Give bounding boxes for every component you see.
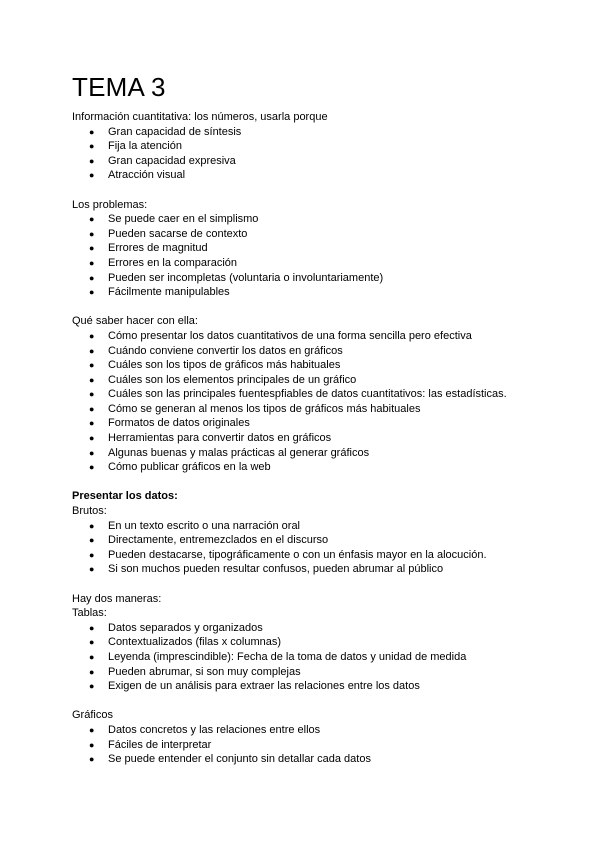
list-item: ● Pueden abrumar, si son muy complejas	[89, 665, 301, 678]
know-list	[72, 329, 552, 475]
list-item: ● Pueden destacarse, tipográficamente o con un énfasis mayor en la alocución.	[89, 548, 487, 561]
list-item: ● Datos separados y organizados	[89, 621, 263, 634]
bullet-icon: ●	[89, 637, 95, 648]
document-page	[72, 72, 552, 767]
bullet-icon: ●	[89, 214, 95, 225]
present-list	[72, 519, 552, 577]
bullet-icon: ●	[89, 345, 95, 356]
bullet-icon: ●	[89, 403, 95, 414]
list-item: ● Contextualizados (filas x columnas)	[89, 636, 282, 649]
bullet-icon: ●	[89, 447, 95, 458]
list-item: ● Cuándo conviene convertir los datos en gráficos	[89, 344, 343, 357]
bullet-icon: ●	[89, 681, 95, 692]
list-item: ● Fáciles de interpretar	[89, 738, 212, 751]
list-item: ● Cuáles son los elementos principales de un gráfico	[89, 373, 357, 386]
bullet-icon: ●	[89, 739, 95, 750]
bullet-icon: ●	[89, 564, 95, 575]
intro-heading: Información cuantitativa: los números, usarla porque	[72, 111, 328, 123]
bullet-icon: ●	[89, 155, 95, 166]
bullet-icon: ●	[89, 272, 95, 283]
bullet-icon: ●	[89, 433, 95, 444]
list-item: ● Gran capacidad expresiva	[89, 154, 236, 167]
list-item: ● Fija la atención	[89, 140, 182, 153]
list-item: ● Fácilmente manipulables	[89, 286, 230, 299]
problems-list	[72, 212, 552, 300]
bullet-icon: ●	[89, 126, 95, 137]
list-item: ● Cómo presentar los datos cuantitativos de una forma sencilla pero efectiva	[89, 329, 472, 342]
problems-heading: Los problemas:	[72, 198, 148, 211]
page-title: TEMA 3	[72, 72, 166, 102]
bullet-icon: ●	[89, 330, 95, 341]
bullet-icon: ●	[89, 666, 95, 677]
bullet-icon: ●	[89, 724, 95, 735]
list-item: ● Herramientas para convertir datos en gráficos	[89, 432, 332, 445]
bullet-icon: ●	[89, 754, 95, 765]
ways-subheading: Tablas:	[72, 607, 107, 620]
bullet-icon: ●	[89, 360, 95, 371]
list-item: ● Directamente, entremezclados en el discurso	[89, 534, 329, 547]
list-item: ● Pueden ser incompletas (voluntaria o involuntariamente)	[89, 271, 384, 284]
bullet-icon: ●	[89, 651, 95, 662]
list-item: ● Errores de magnitud	[89, 242, 208, 255]
list-item: ● Cuáles son los tipos de gráficos más habituales	[89, 359, 341, 372]
ways-heading: Hay dos maneras:	[72, 592, 162, 605]
graphics-heading: Gráficos	[72, 709, 113, 722]
list-item: ● Si son muchos pueden resultar confusos, pueden abrumar al público	[89, 563, 444, 576]
ways-list	[72, 621, 552, 694]
list-item: ● Cuáles son las principales fuentespfiables de datos cuantitativos: las estadísticas.	[89, 388, 507, 401]
list-item: ● Pueden sacarse de contexto	[89, 227, 248, 240]
list-item: ● Exigen de un análisis para extraer las relaciones entre los datos	[89, 680, 420, 693]
bullet-icon: ●	[89, 462, 95, 473]
list-item: ● Atracción visual	[89, 169, 186, 182]
bullet-icon: ●	[89, 520, 95, 531]
list-item: ● Gran capacidad de síntesis	[89, 125, 242, 138]
bullet-icon: ●	[89, 141, 95, 152]
bullet-icon: ●	[89, 389, 95, 400]
list-item: ● Leyenda (imprescindible): Fecha de la toma de datos y unidad de medida	[89, 650, 467, 663]
list-item: ● Datos concretos y las relaciones entre ellos	[89, 723, 321, 736]
bullet-icon: ●	[89, 374, 95, 385]
list-item: ● En un texto escrito o una narración oral	[89, 519, 301, 532]
list-item: ● Se puede caer en el simplismo	[89, 213, 259, 226]
list-item: ● Se puede entender el conjunto sin detallar cada datos	[89, 753, 371, 766]
bullet-icon: ●	[89, 228, 95, 239]
bullet-icon: ●	[89, 622, 95, 633]
bullet-icon: ●	[89, 535, 95, 546]
bullet-icon: ●	[89, 243, 95, 254]
list-item: ● Cómo se generan al menos los tipos de gráficos más habituales	[89, 402, 421, 415]
bullet-icon: ●	[89, 287, 95, 298]
present-subheading: Brutos:	[72, 505, 107, 518]
list-item: ● Algunas buenas y malas prácticas al generar gráficos	[89, 446, 370, 459]
list-item: ● Formatos de datos originales	[89, 417, 250, 430]
bullet-icon: ●	[89, 418, 95, 429]
bullet-icon: ●	[89, 549, 95, 560]
intro-list	[72, 125, 552, 183]
list-item: ● Cómo publicar gráficos en la web	[89, 461, 271, 474]
present-heading: Presentar los datos:	[72, 490, 178, 503]
graphics-list	[72, 723, 552, 767]
list-item: ● Errores en la comparación	[89, 256, 238, 269]
bullet-icon: ●	[89, 257, 95, 268]
bullet-icon: ●	[89, 170, 95, 181]
know-heading: Qué saber hacer con ella:	[72, 315, 198, 328]
